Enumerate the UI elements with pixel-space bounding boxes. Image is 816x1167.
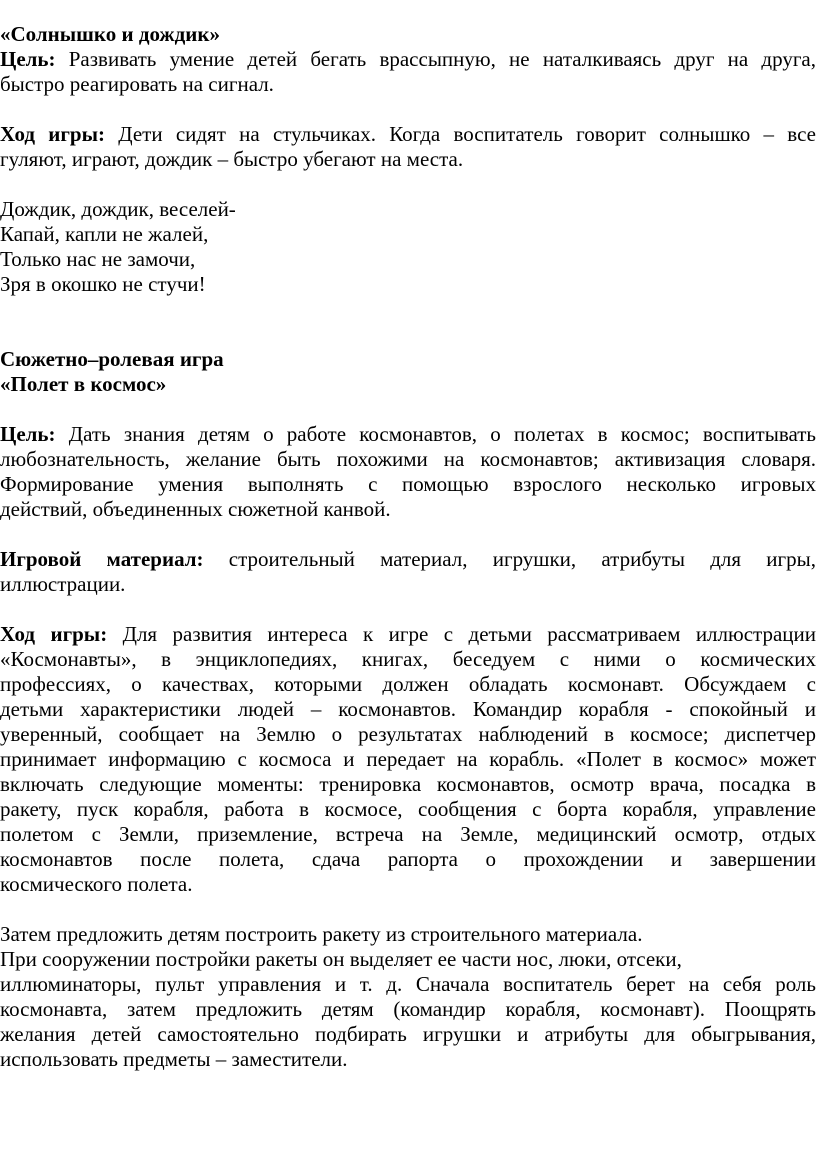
document-page [0,22,816,1072]
spacer [0,597,816,622]
game1-course-text1: Дети сидят на стульчиках. Когда воспитатель говорит солнышко – все [105,122,816,146]
game2-goal-label: Цель: [0,422,56,446]
spacer [0,97,816,122]
game2-course-label: Ход игры: [0,622,108,646]
game2-material-label: Игровой материал: [0,547,204,571]
game2-course-line: уверенный, сообщает на Землю о результатах наблюдений в космосе; диспетчер [0,722,816,746]
game2-goal-line4: действий, объединенных сюжетной канвой. [0,497,391,521]
poem-line: Зря в окошко не стучи! [0,272,206,296]
game2-material-text1: строительный материал, игрушки, атрибуты для игры, [203,547,816,571]
game2-course-line: «Космонавты», в энциклопедиях, книгах, беседуем с ними о космических [0,647,816,671]
game1-goal-line2: быстро реагировать на сигнал. [0,72,274,96]
game2-course-line: полетом с Земли, приземление, встреча на Земле, медицинский осмотр, отдых [0,822,816,846]
game2-final-line: При сооружении постройки ракеты он выделяет ее части нос, люки, отсеки, [0,947,682,971]
poem-line: Дождик, дождик, веселей- [0,197,236,221]
game2-heading1: Сюжетно–ролевая игра [0,347,224,371]
game2-goal-text1: Дать знания детям о работе космонавтов, о полетах в космос; воспитывать [55,422,816,446]
game2-course-line1 [0,622,816,647]
game2-course-line: ракету, пуск корабля, работа в космосе, сообщения с борта корабля, управление [0,797,816,821]
game2-final-line: Затем предложить детям построить ракету из строительного материала. [0,922,643,946]
game2-material-line2: иллюстрации. [0,572,126,596]
game1-course-label: Ход игры: [0,122,105,146]
spacer [0,297,816,347]
game1-course-line1 [0,122,816,147]
game2-course-line: космонавтов после полета, сдача рапорта о прохождении и завершении [0,847,816,871]
game2-goal-line1 [0,422,816,447]
game1-goal-label: Цель: [0,47,56,71]
game2-goal-line2: любознательность, желание быть похожими на космонавтов; активизация словаря. [0,447,816,471]
game2-final-line: космонавта, затем предложить детям (командир корабля, космонавт). Поощрять [0,997,816,1021]
game2-heading2: «Полет в космос» [0,372,167,396]
spacer [0,522,816,547]
game2-final-line: желания детей самостоятельно подбирать игрушки и атрибуты для обыгрывания, [0,1022,816,1046]
game2-goal-line3: Формирование умения выполнять с помощью взрослого несколько игровых [0,472,816,496]
game2-course-text1: Для развития интереса к игре с детьми рассматриваем иллюстрации [107,622,816,646]
spacer [0,397,816,422]
poem-line: Капай, капли не жалей, [0,222,209,246]
game2-course-line: детьми характеристики людей – космонавтов. Командир корабля - спокойный и [0,697,816,721]
game2-final-line: иллюминаторы, пульт управления и т. д. Сначала воспитатель берет на себя роль [0,972,816,996]
game2-course-line: профессиях, о качествах, которыми должен обладать космонавт. Обсуждаем с [0,672,816,696]
game2-final-line: использовать предметы – заместители. [0,1047,348,1071]
game1-course-line2: гуляют, играют, дождик – быстро убегают на места. [0,147,464,171]
game1-goal-text1: Развивать умение детей бегать врассыпную, не наталкиваясь друг на друга, [55,47,816,71]
poem-line: Только нас не замочи, [0,247,196,271]
game1-title: «Солнышко и дождик» [0,22,220,46]
spacer [0,172,816,197]
game2-course-line: принимает информацию с космоса и передает на корабль. «Полет в космос» может [0,747,816,771]
game1-goal-line1 [0,47,816,72]
spacer [0,897,816,922]
game2-material-line1 [0,547,816,572]
game2-course-line: космического полета. [0,872,193,896]
game2-course-line: включать следующие моменты: тренировка космонавтов, осмотр врача, посадка в [0,772,816,796]
